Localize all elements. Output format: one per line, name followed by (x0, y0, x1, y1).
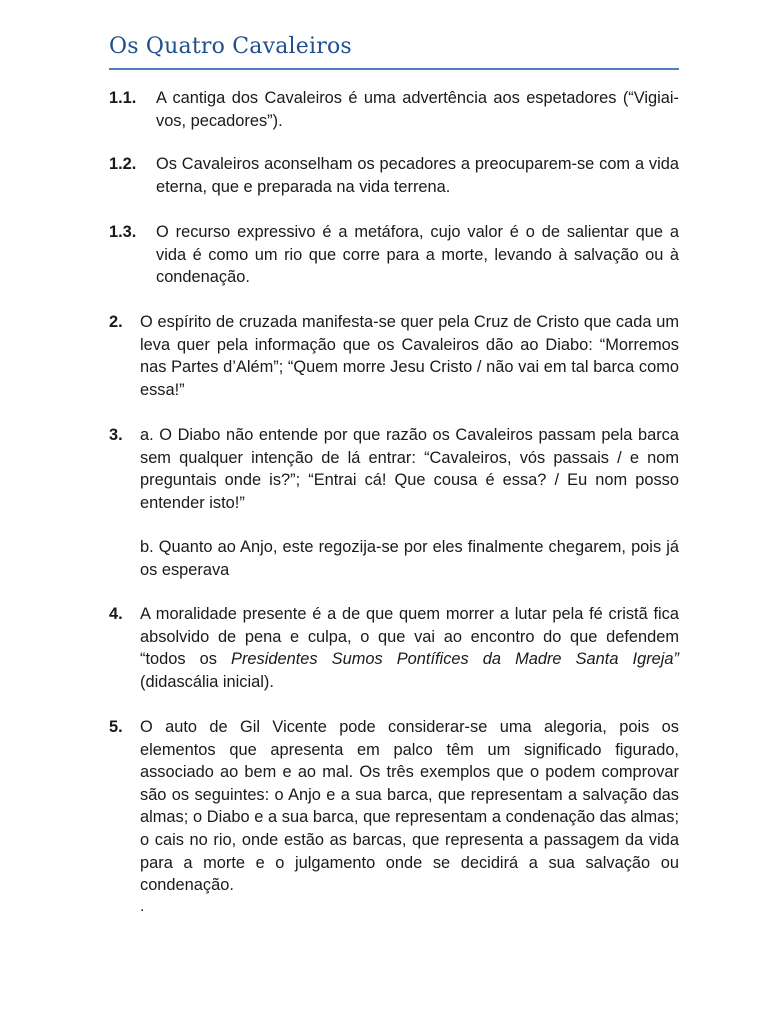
answer-number: 3. (109, 426, 123, 444)
title-underline (109, 68, 679, 70)
answer-text: A cantiga dos Cavaleiros é uma advertência aos espetadores (“Vigiai-vos, pecadores”). (156, 89, 679, 130)
answer-1-1 (109, 87, 679, 132)
answer-number: 2. (109, 313, 123, 331)
answer-text-post: (didascália inicial). (140, 672, 274, 691)
answer-5 (109, 716, 679, 897)
answer-text (140, 603, 679, 693)
answer-1-2 (109, 153, 679, 198)
answer-number: 1.1. (109, 89, 137, 107)
answer-number: 4. (109, 605, 123, 623)
answer-4 (109, 603, 679, 693)
answer-text: O espírito de cruzada manifesta-se quer pela Cruz de Cristo que cada um leva quer pela informação que os Cavaleiros dão ao Diabo: “Morremos nas Partes d’Além”; “Quem morre Jesu Cristo / não vai em tal barca como essa!” (140, 313, 679, 399)
trailing-dot: . (140, 898, 145, 915)
answer-text-pre: A moralidade presente é a de que quem morrer a lutar pela fé cristã fica absolvido de pena e culpa, o que vai ao encontro do que defendem “todos os (140, 605, 679, 669)
answer-3 (109, 424, 679, 582)
answer-number: 1.2. (109, 155, 137, 173)
page-title: Os Quatro Cavaleiros (109, 34, 352, 59)
answer-text: O auto de Gil Vicente pode considerar-se uma alegoria, pois os elementos que apresenta em palco têm um significado figurado, associado ao bem e ao mal. Os três exemplos que o podem comprovar são os seguintes: o Anjo e a sua barca, que representam a salvação das almas; o Diabo e a sua barca, que representam a condenação das almas; o cais no rio, onde estão as barcas, que representa a passagem da vida para a morte e o julgamento onde se decidirá a sua salvação ou condenação. (140, 718, 679, 895)
answer-number: 1.3. (109, 223, 137, 241)
answer-1-3 (109, 221, 679, 289)
answer-text: Os Cavaleiros aconselham os pecadores a preocuparem-se com a vida eterna, que e preparada na vida terrena. (156, 155, 679, 196)
answer-number: 5. (109, 718, 123, 736)
answer-text-a: a. O Diabo não entende por que razão os Cavaleiros passam pela barca sem qualquer intenção de lá entrar: “Cavaleiros, vós passais / e nom preguntais onde is?”; “Entrai cá! Que cousa é essa? / Eu nom posso entender isto!” (140, 426, 679, 512)
answer-text: O recurso expressivo é a metáfora, cujo valor é o de salientar que a vida é como um rio que corre para a morte, levando à salvação ou à condenação. (156, 223, 679, 287)
answer-text-italic: Presidentes Sumos Pontífices da Madre Santa Igreja” (231, 650, 679, 669)
answer-2 (109, 311, 679, 401)
answer-text-b: b. Quanto ao Anjo, este regozija-se por eles finalmente chegarem, pois já os esperava (140, 538, 679, 579)
